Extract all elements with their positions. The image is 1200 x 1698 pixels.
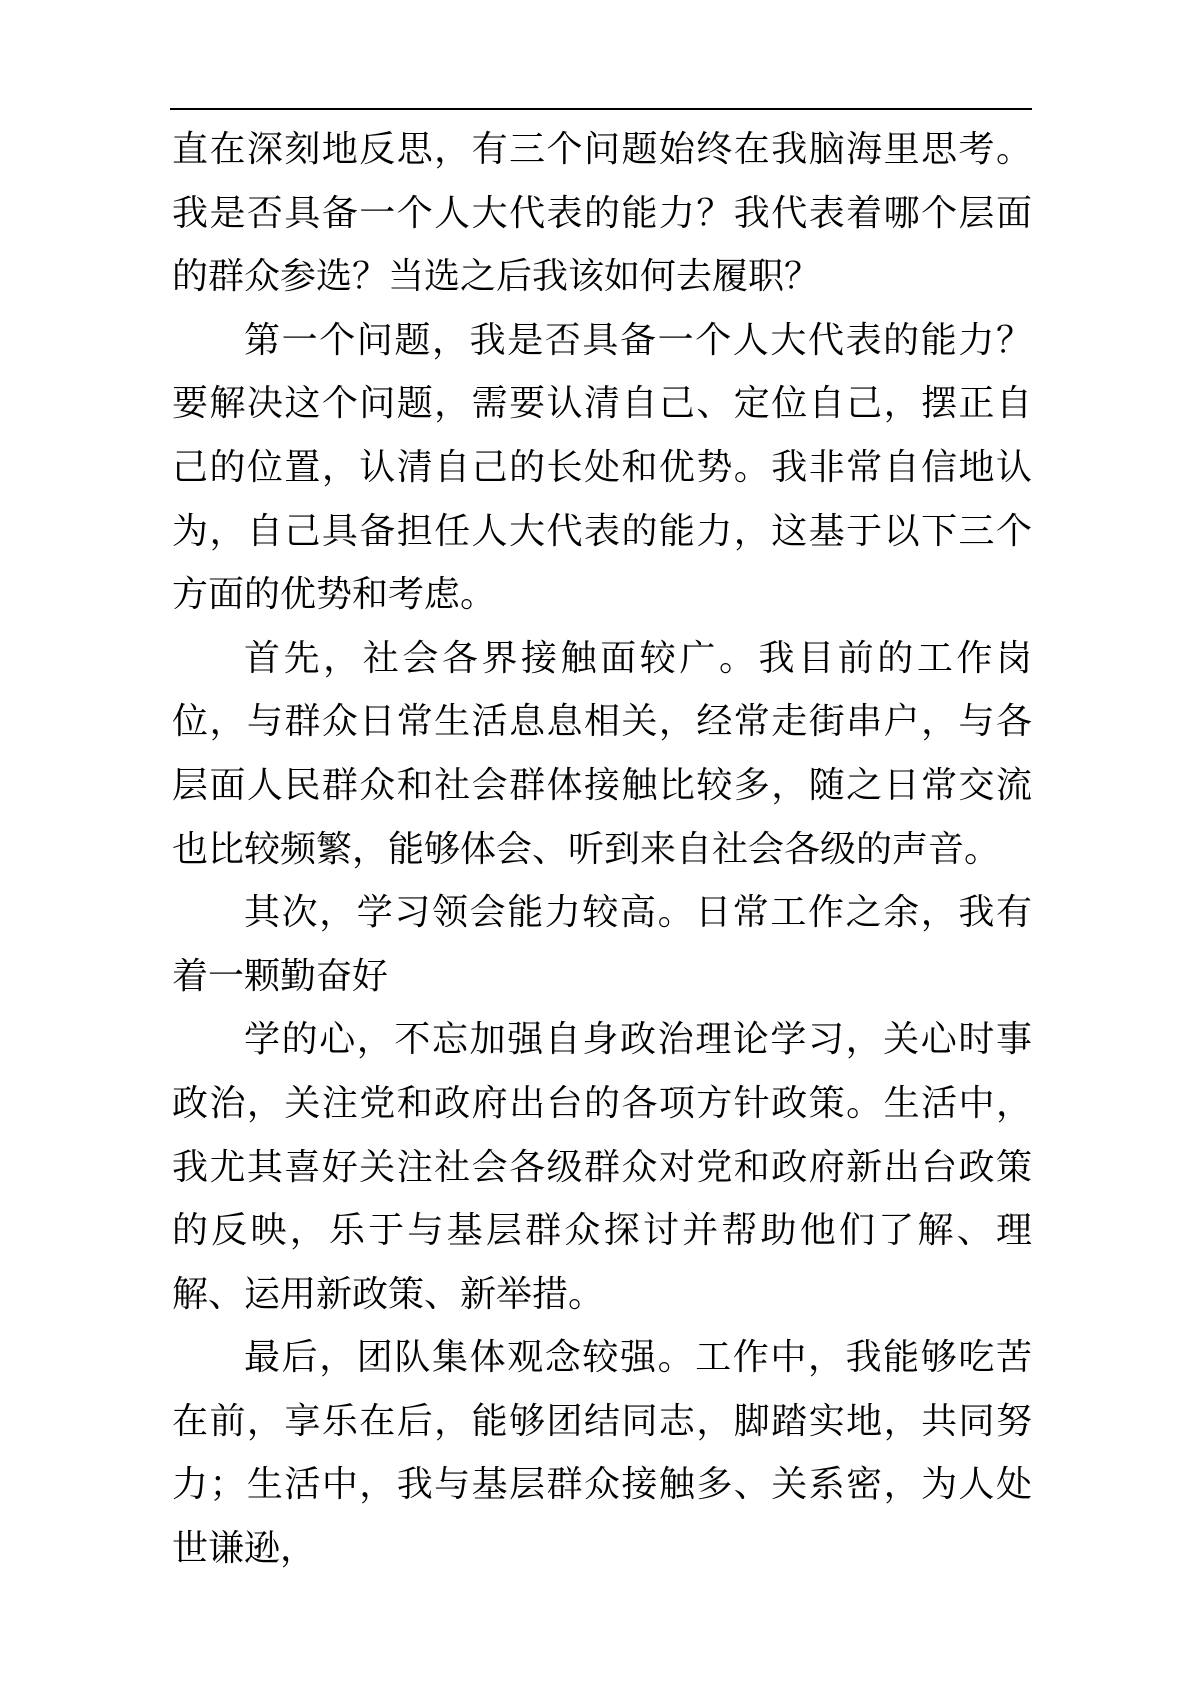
paragraph-secondly-continued: 学的心，不忘加强自身政治理论学习，关心时事政治，关注党和政府出台的各项方针政策。生活中，我尤其喜好关注社会各级群众对党和政府新出台政策的反映，乐于与基层群众探讨并帮助他们了解、理解、运用新政策、新举措。 <box>172 1019 1032 1315</box>
paragraph-finally: 最后，团队集体观念较强。工作中，我能够吃苦在前，享乐在后，能够团结同志，脚踏实地，共同努力；生活中，我与基层群众接触多、关系密，为人处世谦逊， <box>172 1337 1032 1570</box>
paragraph-secondly: 其次，学习领会能力较高。日常工作之余，我有着一颗勤奋好 <box>172 892 1032 997</box>
header-rule <box>170 108 1032 110</box>
document-body <box>172 118 1032 1581</box>
paragraph-firstly: 首先，社会各界接触面较广。我目前的工作岗位，与群众日常生活息息相关，经常走街串户，与各层面人民群众和社会群体接触比较多，随之日常交流也比较频繁，能够体会、听到来自社会各级的声音。 <box>172 637 1032 870</box>
paragraph-first-question: 第一个问题，我是否具备一个人大代表的能力？要解决这个问题，需要认清自己、定位自己，摆正自己的位置，认清自己的长处和优势。我非常自信地认为，自己具备担任人大代表的能力，这基于以下三个方面的优势和考虑。 <box>172 319 1032 616</box>
paragraph-continuation: 直在深刻地反思，有三个问题始终在我脑海里思考。我是否具备一个人大代表的能力？我代表着哪个层面的群众参选？当选之后我该如何去履职？ <box>172 129 1032 298</box>
